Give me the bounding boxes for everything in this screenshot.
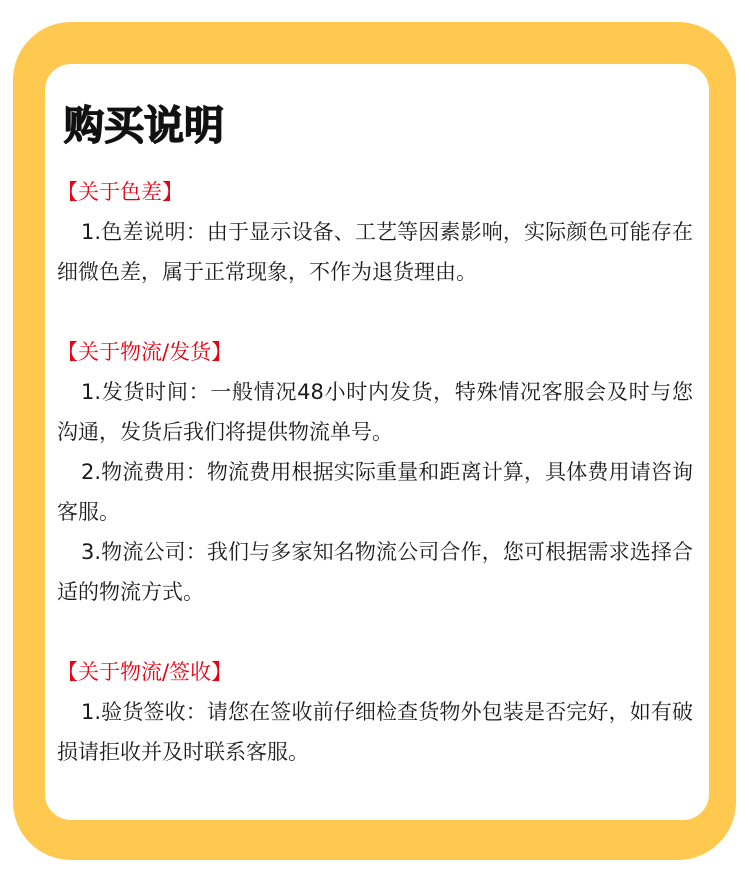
paragraph: 3.物流公司：我们与多家知名物流公司合作，您可根据需求选择合适的物流方式。: [57, 540, 693, 604]
section-color-difference: [57, 172, 693, 292]
section-heading: 【关于物流/签收】: [57, 660, 233, 684]
paragraph: 1.色差说明：由于显示设备、工艺等因素影响，实际颜色可能存在细微色差，属于正常现象，不作为退货理由。: [57, 220, 693, 284]
instructions-body: [57, 172, 693, 772]
paragraph: 2.物流费用：物流费用根据实际重量和距离计算，具体费用请咨询客服。: [57, 460, 693, 524]
paragraph: 1.发货时间：一般情况48小时内发货，特殊情况客服会及时与您沟通，发货后我们将提供物流单号。: [57, 380, 693, 444]
page-title: 购买说明: [64, 103, 224, 149]
section-heading: 【关于物流/发货】: [57, 340, 233, 364]
section-logistics-signing: [57, 652, 693, 772]
section-logistics-shipping: [57, 332, 693, 612]
paragraph: 1.验货签收：请您在签收前仔细检查货物外包装是否完好，如有破损请拒收并及时联系客服。: [57, 700, 693, 764]
section-heading: 【关于色差】: [57, 180, 183, 204]
